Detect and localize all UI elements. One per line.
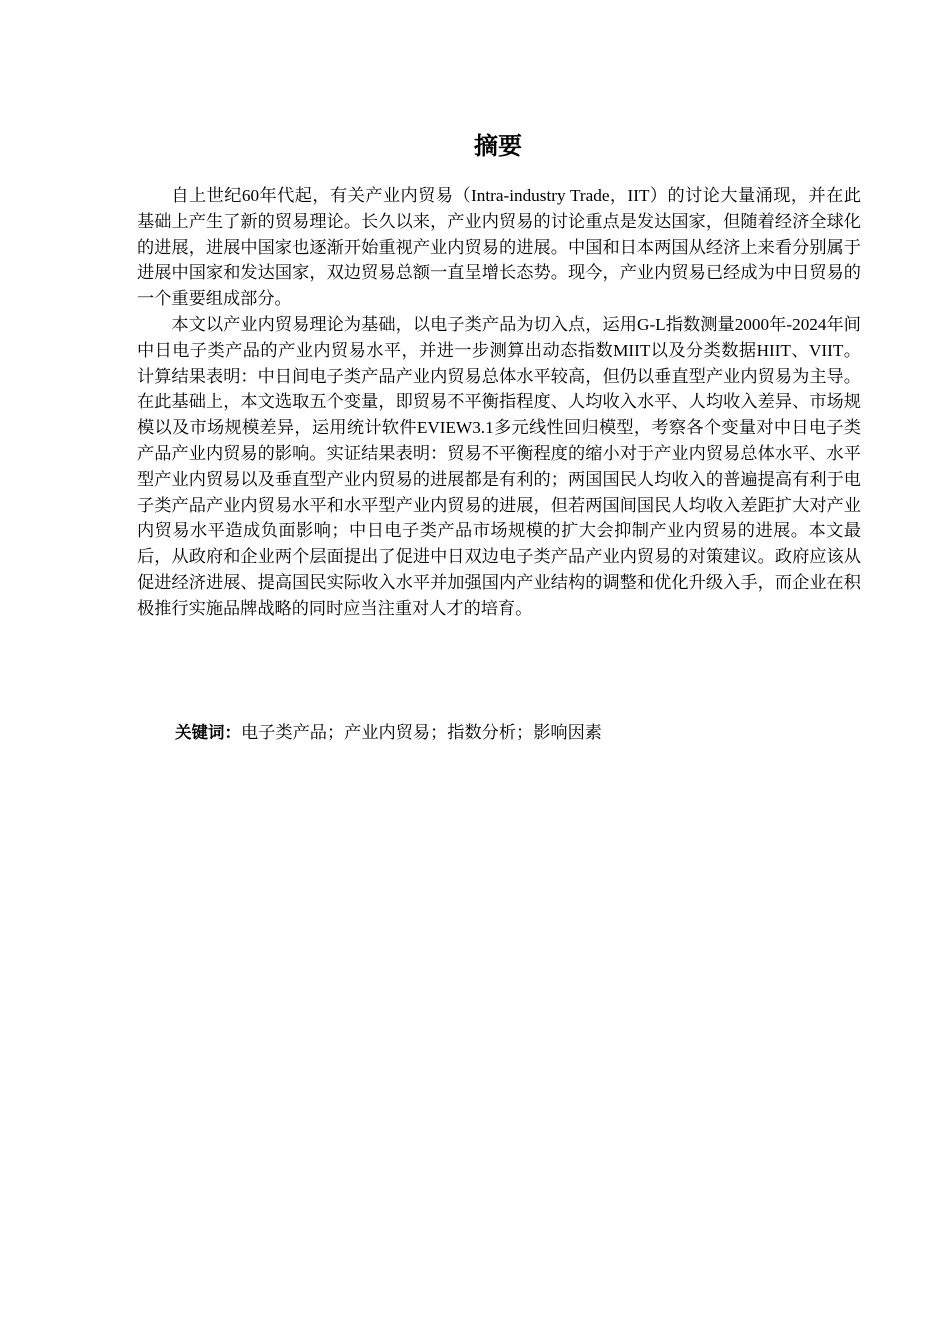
keywords-line — [175, 720, 861, 746]
keywords-text: 电子类产品；产业内贸易；指数分析；影响因素 — [241, 723, 602, 742]
abstract-body — [137, 183, 861, 622]
page-title: 摘要 — [474, 132, 522, 160]
abstract-paragraph-2: 本文以产业内贸易理论为基础，以电子类产品为切入点，运用G-L指数测量2000年-2024年间中日电子类产品的产业内贸易水平，并进一步测算出动态指数MIIT以及分类数据HIIT、VIIT。计算结果表明：中日间电子类产品产业内贸易总体水平较高，但仍以垂直型产业内贸易为主导。在此基础上，本文选取五个变量，即贸易不平衡指程度、人均收入水平、人均收入差异、市场规模以及市场规模差异，运用统计软件EVIEW3.1多元线性回归模型，考察各个变量对中日电子类产品产业内贸易的影响。实证结果表明：贸易不平衡程度的缩小对于产业内贸易总体水平、水平型产业内贸易以及垂直型产业内贸易的进展都是有利的；两国国民人均收入的普遍提高有利于电子类产品产业内贸易水平和水平型产业内贸易的进展，但若两国间国民人均收入差距扩大对产业内贸易水平造成负面影响；中日电子类产品市场规模的扩大会抑制产业内贸易的进展。本文最后，从政府和企业两个层面提出了促进中日双边电子类产品产业内贸易的对策建议。政府应该从促进经济进展、提高国民实际收入水平并加强国内产业结构的调整和优化升级入手，而企业在积极推行实施品牌战略的同时应当注重对人才的培育。 — [137, 314, 861, 618]
abstract-paragraph-1: 自上世纪60年代起，有关产业内贸易（Intra-industry Trade，IIT）的讨论大量涌现，并在此基础上产生了新的贸易理论。长久以来，产业内贸易的讨论重点是发达国家，但随着经济全球化的进展，进展中国家也逐渐开始重视产业内贸易的进展。中国和日本两国从经济上来看分别属于进展中国家和发达国家，双边贸易总额一直呈增长态势。现今，产业内贸易已经成为中日贸易的一个重要组成部分。 — [137, 186, 861, 309]
keywords-label: 关键词： — [175, 723, 241, 742]
